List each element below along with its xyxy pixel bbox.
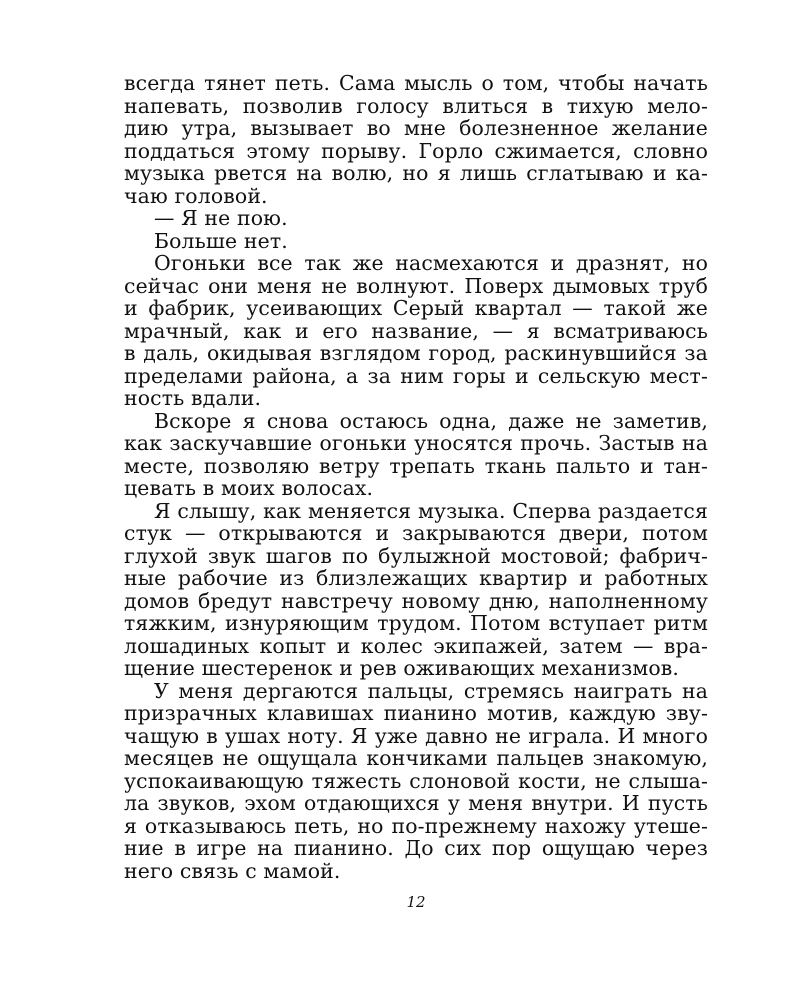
text-line: ные рабочие из близлежащих квартир и работных	[124, 566, 708, 590]
text-line: и фабрик, усеивающих Серый квартал — такой же	[124, 296, 708, 320]
text-line: пределами района, а за ним горы и сельскую мест-	[124, 363, 708, 388]
text-line: чаю головой.	[124, 183, 268, 208]
text-line: — Я не пою.	[154, 206, 288, 230]
text-line: Больше нет.	[154, 228, 288, 253]
text-line: чащую в ушах ноту. Я уже давно не играла. И много	[124, 723, 708, 748]
text-line: месте, позволяю ветру трепать ткань пальто и тан-	[124, 453, 708, 478]
text-line: мрачный, как и его название, — я всматриваюсь	[124, 318, 708, 343]
page-number: 12	[406, 893, 426, 911]
text-line: музыка рвется на волю, но я лишь сглатываю и ка-	[124, 161, 708, 185]
text-line: как заскучавшие огоньки уносятся прочь. Застыв на	[124, 431, 708, 455]
text-line: месяцев не ощущала кончиками пальцев знакомую,	[124, 746, 708, 770]
text-line: тяжким, изнуряющим трудом. Потом вступает ритм	[124, 611, 708, 635]
text-line: поддаться этому порыву. Горло сжимается, словно	[124, 138, 708, 163]
text-line: ла звуков, эхом отдающихся у меня внутри. И пусть	[124, 791, 708, 815]
text-line: дию утра, вызывает во мне болезненное желание	[124, 116, 708, 140]
text-line: домов бредут навстречу новому дню, наполненному	[124, 588, 708, 613]
text-line: ние в игре на пианино. До сих пор ощущаю через	[124, 836, 708, 860]
text-line: него связь с мамой.	[124, 858, 341, 883]
text-line: в даль, окидывая взглядом город, раскинувшийся за	[124, 341, 708, 365]
text-line: сейчас они меня не волнуют. Поверх дымовых труб	[124, 273, 708, 298]
text-line: лошадиных копыт и колес экипажей, затем — вра-	[124, 633, 708, 658]
text-line: У меня дергаются пальцы, стремясь наиграть на	[154, 678, 708, 703]
text-line: всегда тянет петь. Сама мысль о том, чтобы начать	[124, 71, 708, 95]
text-line: Огоньки все так же насмехаются и дразнят, но	[154, 251, 708, 275]
text-line: щение шестеренок и рев оживающих механизмов.	[124, 656, 680, 680]
text-line: глухой звук шагов по булыжной мостовой; фабрич-	[124, 543, 708, 568]
body-text	[124, 72, 708, 882]
text-line: стук — открываются и закрываются двери, потом	[124, 521, 708, 545]
text-line: ность вдали.	[124, 386, 262, 410]
text-line: цевать в моих волосах.	[124, 476, 374, 500]
text-line: Вскоре я снова остаюсь одна, даже не заметив,	[154, 408, 708, 433]
text-line: напевать, позволив голосу влиться в тихую мело-	[124, 93, 708, 118]
text-line: я отказываюсь петь, но по-прежнему нахожу утеше-	[124, 813, 708, 838]
text-line: Я слышу, как меняется музыка. Сперва раздается	[154, 498, 708, 523]
text-line: успокаивающую тяжесть слоновой кости, не слыша-	[124, 768, 708, 793]
text-line: призрачных клавишах пианино мотив, каждую зву-	[124, 701, 708, 725]
